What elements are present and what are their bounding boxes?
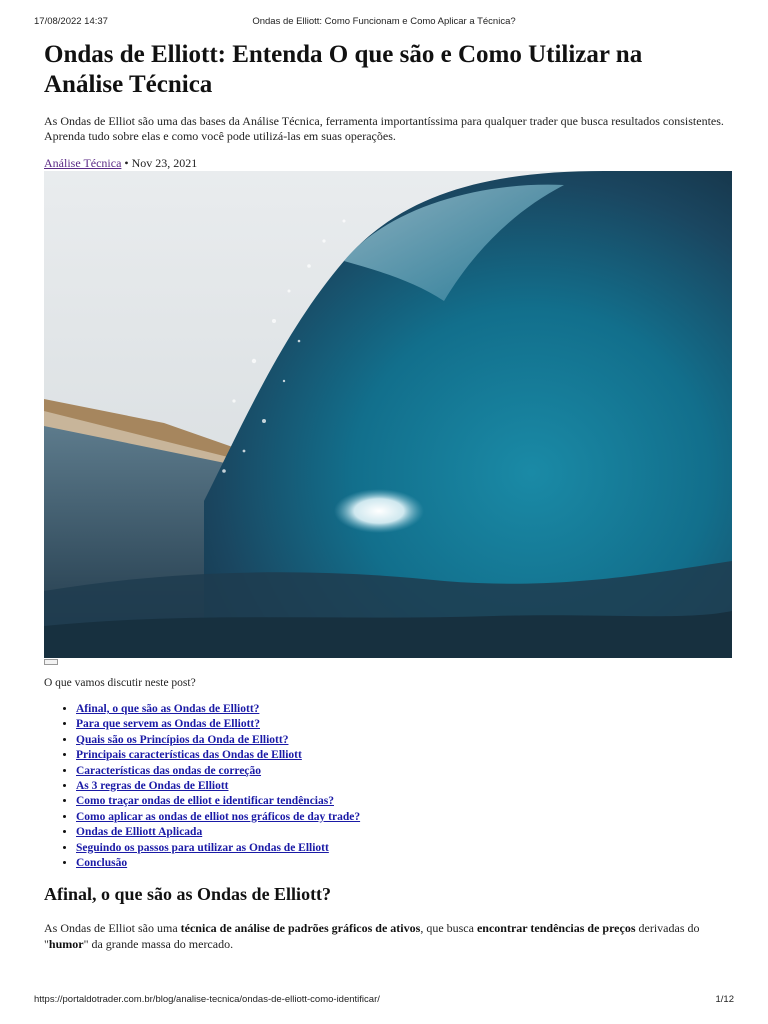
toc-link[interactable]: Características das ondas de correção (76, 764, 262, 777)
toc-item (76, 825, 360, 840)
print-header (34, 16, 734, 30)
toc-link[interactable]: Conclusão (76, 857, 128, 870)
toc-item (76, 841, 360, 856)
meta-separator: • (121, 156, 132, 170)
toc-item (76, 810, 360, 825)
article-date: Nov 23, 2021 (131, 156, 198, 170)
article-meta (44, 156, 734, 171)
toc-link[interactable]: Quais são os Princípios da Onda de Elliott? (76, 733, 289, 746)
toc-link[interactable]: As 3 regras de Ondas de Elliott (76, 780, 229, 793)
page-number: 1/12 (715, 994, 734, 1005)
toc-link[interactable]: Afinal, o que são as Ondas de Elliott? (76, 703, 260, 715)
toc-link[interactable]: Principais características das Ondas de Elliott (76, 749, 302, 762)
para-bold: técnica de análise de padrões gráficos de ativos (180, 921, 421, 935)
category-link[interactable]: Análise Técnica (44, 156, 122, 170)
print-url: https://portaldotrader.com.br/blog/analise-tecnica/ondas-de-elliott-como-identificar/ (34, 994, 380, 1005)
article-title: Ondas de Elliott: Entenda O que são e Como Utilizar na Análise Técnica (44, 41, 643, 98)
section-heading: Afinal, o que são as Ondas de Elliott? (44, 884, 332, 904)
toc-link[interactable]: Como traçar ondas de elliot e identificar tendências? (76, 795, 334, 808)
toc-item (76, 794, 360, 809)
toc-link[interactable]: Ondas de Elliott Aplicada (76, 826, 203, 839)
toc-item (76, 856, 360, 871)
print-date: 17/08/2022 14:37 (34, 16, 108, 27)
image-resize-handle (44, 659, 58, 665)
section-paragraph (44, 920, 734, 952)
hero-wave-image (44, 171, 732, 658)
toc-link[interactable]: Como aplicar as ondas de elliot nos gráficos de day trade? (76, 810, 361, 823)
toc-item (76, 702, 360, 717)
toc-item (76, 779, 360, 794)
print-footer (34, 994, 734, 1008)
para-bold: encontrar tendências de preços (476, 921, 636, 935)
toc-intro: O que vamos discutir neste post? (44, 677, 196, 689)
toc-item (76, 764, 360, 779)
print-page-title: Ondas de Elliott: Como Funcionam e Como Aplicar a Técnica? (252, 16, 516, 27)
table-of-contents (44, 702, 360, 871)
toc-item (76, 748, 360, 763)
para-text: derivadas do " (44, 921, 700, 951)
article (44, 40, 734, 951)
para-bold: humor (48, 937, 84, 951)
toc-link[interactable]: Seguindo os passos para utilizar as Ondas de Elliott (76, 841, 329, 854)
toc-item (76, 717, 360, 732)
para-text: " da grande massa do mercado. (83, 937, 234, 951)
article-intro: As Ondas de Elliot são uma das bases da Análise Técnica, ferramenta importantíssima para qualquer trader que busca resultados consistentes. Aprenda tudo sobre elas e como você pode utilizá-las em suas operações. (44, 114, 724, 143)
para-text: As Ondas de Elliot são uma (44, 921, 181, 935)
toc-item (76, 733, 360, 748)
para-text: , que busca (420, 921, 477, 935)
toc-link[interactable]: Para que servem as Ondas de Elliott? (76, 718, 260, 731)
